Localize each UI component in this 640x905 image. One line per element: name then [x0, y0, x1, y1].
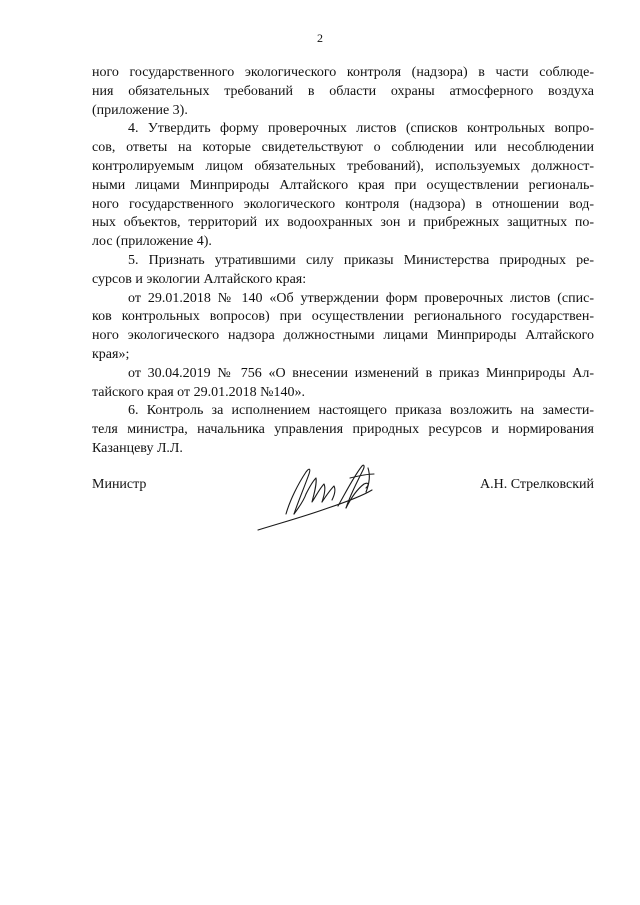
text-line: 6. Контроль за исполнением настоящего приказа возложить на замести-	[128, 403, 594, 419]
text-line: края»;	[92, 346, 130, 362]
handwritten-signature-icon	[254, 456, 394, 536]
text-line: сурсов и экологии Алтайского края:	[92, 271, 307, 287]
signatory-role: Министр	[92, 477, 147, 492]
text-line: от 29.01.2018 № 140 «Об утверждении форм проверочных листов (спис-	[128, 290, 594, 306]
text-line: ния обязательных требований в области охраны атмосферного воздуха	[92, 83, 594, 99]
text-line: 4. Утвердить форму проверочных листов (списков контрольных вопро-	[128, 121, 594, 137]
text-line: ного экологического надзора должностными лицами Минприроды Алтайского	[92, 328, 594, 344]
text-line: ными лицами Минприроды Алтайского края при осуществлении региональ-	[92, 177, 594, 193]
text-line: ного государственного экологического контроля (надзора) в отношении вод-	[92, 196, 594, 212]
signatory-name: А.Н. Стрелковский	[480, 477, 594, 492]
text-line: контролируемым лицом обязательных требований), используемых должност-	[92, 158, 594, 174]
text-line: Казанцеву Л.Л.	[92, 440, 183, 456]
text-line: лос (приложение 4).	[92, 234, 212, 250]
text-line: ков контрольных вопросов) при осуществлении регионального государствен-	[92, 309, 594, 325]
page-number: 2	[317, 31, 323, 45]
text-line: теля министра, начальника управления природных ресурсов и нормирования	[92, 422, 594, 438]
text-line: ных объектов, территорий их водоохранных зон и прибрежных защитных по-	[92, 215, 594, 231]
text-line: 5. Признать утратившими силу приказы Министерства природных ре-	[128, 252, 594, 268]
text-line: (приложение 3).	[92, 102, 188, 118]
text-line: ного государственного экологического контроля (надзора) в части соблюде-	[92, 65, 594, 80]
text-line: тайского края от 29.01.2018 №140».	[92, 384, 305, 400]
document-body	[92, 64, 594, 459]
text-line: от 30.04.2019 № 756 «О внесении изменений в приказ Минприроды Ал-	[128, 365, 594, 381]
text-line: сов, ответы на которые свидетельствуют о соблюдении или несоблюдении	[92, 140, 594, 156]
signature-block	[92, 470, 594, 540]
